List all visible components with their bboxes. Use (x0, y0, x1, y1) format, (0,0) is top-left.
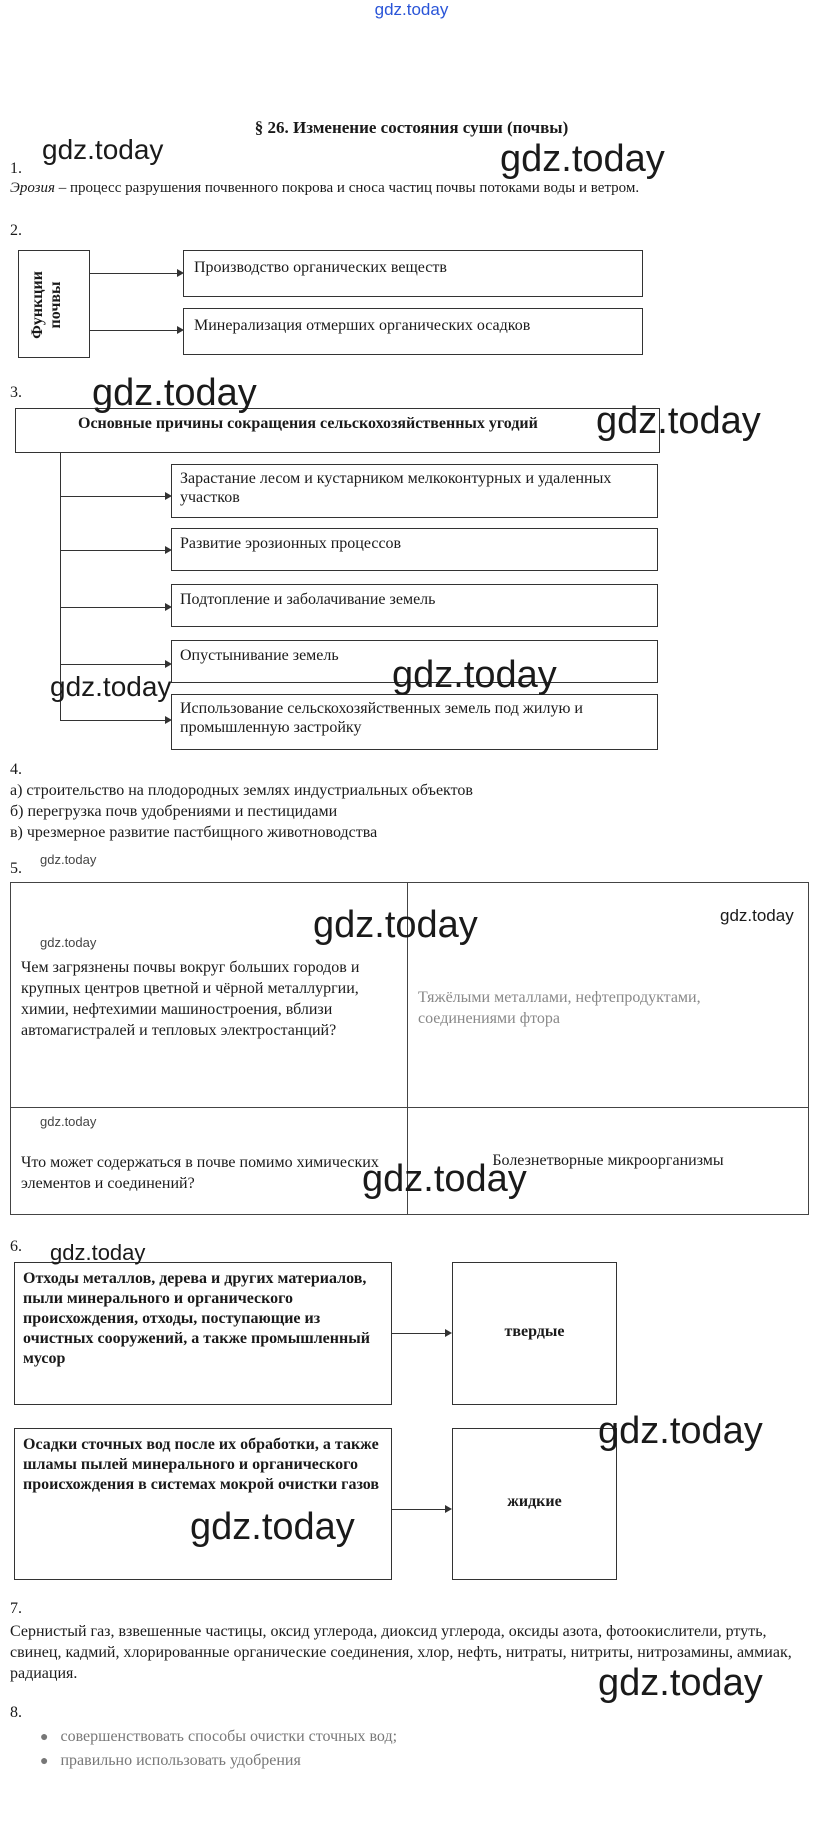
bullet-icon: ● (40, 1730, 49, 1745)
watermark: gdz.today (392, 654, 557, 696)
q3-branch-3 (60, 607, 170, 608)
q7-number: 7. (10, 1600, 22, 1617)
watermark: gdz.today (313, 904, 478, 946)
q6-connector-2 (392, 1509, 448, 1510)
q6-waste-type-1: твердые (452, 1262, 617, 1405)
bullet-icon: ● (40, 1754, 49, 1769)
q6-connector-1 (392, 1333, 448, 1334)
q3-reason-2: Развитие эрозионных процессов (171, 528, 658, 571)
watermark: gdz.today (42, 134, 164, 165)
q3-branch-1 (60, 496, 170, 497)
watermark: gdz.today (190, 1506, 355, 1548)
q6-waste-type-2: жидкие (452, 1428, 617, 1580)
q2-connector-2 (90, 330, 182, 331)
q8-list (40, 1728, 397, 1770)
q3-reason-4: Опустынивание земель (171, 640, 658, 683)
q2-function-1: Производство органических веществ (183, 250, 643, 297)
q1-term: Эрозия (10, 180, 55, 196)
q8-number: 8. (10, 1704, 22, 1721)
watermark: gdz.today (500, 138, 665, 180)
watermark: gdz.today (40, 1114, 97, 1129)
q4-line-a: а) строительство на плодородных землях индустриальных объектов (10, 782, 473, 799)
soil-functions-box (18, 250, 90, 358)
q6-arrow-1 (445, 1329, 452, 1337)
q5-number: 5. (10, 860, 22, 877)
q5-answer-2: Болезнетворные микроорганизмы (407, 1107, 809, 1215)
q5-answer-1: Тяжёлыми металлами, нефтепродуктами, соединениями фтора (407, 882, 809, 1108)
q3-branch-4 (60, 664, 170, 665)
q7-pollutants-text: Сернистый газ, взвешенные частицы, оксид углерода, диоксид углерода, оксиды азота, фотоокислители, ртуть, свинец, кадмий, хлорированные органические соединения, хлор, нефть, нитраты, нитриты, нитрозамины, аммиак, радиация. (10, 1623, 792, 1682)
watermark: gdz.today (598, 1410, 763, 1452)
q4-line-b: б) перегрузка почв удобрениями и пестицидами (10, 803, 338, 820)
q3-reason-3: Подтопление и заболачивание земель (171, 584, 658, 627)
page-title: § 26. Изменение состояния суши (почвы) (254, 118, 569, 137)
q8-item-1 (40, 1728, 397, 1746)
q2-function-2: Минерализация отмерших органических осадков (183, 308, 643, 355)
header-watermark: gdz.today (374, 0, 449, 19)
q4-line-c: в) чрезмерное развитие пастбищного животноводства (10, 824, 378, 841)
watermark: gdz.today (92, 372, 257, 414)
q2-number: 2. (10, 222, 22, 239)
q3-number: 3. (10, 384, 22, 401)
q3-heading-box: Основные причины сокращения сельскохозяйственных угодий (15, 408, 660, 453)
watermark: gdz.today (362, 1158, 527, 1200)
q3-reason-5: Использование сельскохозяйственных земель под жилую и промышленную застройку (171, 694, 658, 750)
q3-branch-2 (60, 550, 170, 551)
watermark: gdz.today (50, 671, 172, 702)
q2-connector-1 (90, 273, 182, 274)
q5-question-2: Что может содержаться в почве помимо химических элементов и соединений? (10, 1107, 408, 1215)
soil-functions-label: Функции почвы (29, 271, 64, 339)
q8-item-1-text: совершенствовать способы очистки сточных вод; (60, 1728, 398, 1745)
q3-branch-5 (60, 720, 170, 721)
watermark: gdz.today (720, 906, 794, 925)
watermark: gdz.today (50, 1240, 146, 1265)
q6-waste-description-1: Отходы металлов, дерева и других материалов, пыли минерального и органического происхождения, отходы, поступающие из очистных сооружений, а также промышленный мусор (14, 1262, 392, 1405)
q1-definition: – процесс разрушения почвенного покрова и сноса частиц почвы потоками воды и ветром. (54, 180, 640, 196)
q1-number: 1. (10, 160, 22, 177)
q5-question-1: Чем загрязнены почвы вокруг больших городов и крупных центров цветной и чёрной металлургии, химии, нефтехимии машиностроения, вблизи автомагистралей и тепловых электростанций? (10, 882, 408, 1108)
watermark: gdz.today (598, 1662, 763, 1704)
watermark: gdz.today (596, 400, 761, 442)
q8-item-2 (40, 1752, 397, 1770)
watermark: gdz.today (40, 935, 97, 950)
q4-number: 4. (10, 761, 22, 778)
q6-number: 6. (10, 1238, 22, 1255)
q8-item-2-text: правильно использовать удобрения (60, 1752, 301, 1769)
q1-answer (10, 180, 639, 197)
q6-arrow-2 (445, 1505, 452, 1513)
q6-waste-description-2: Осадки сточных вод после их обработки, а также шламы пылей минерального и органического происхождения в системах мокрой очистки газов (14, 1428, 392, 1580)
q3-reason-1: Зарастание лесом и кустарником мелкоконтурных и удаленных участков (171, 464, 658, 518)
watermark: gdz.today (40, 852, 97, 867)
